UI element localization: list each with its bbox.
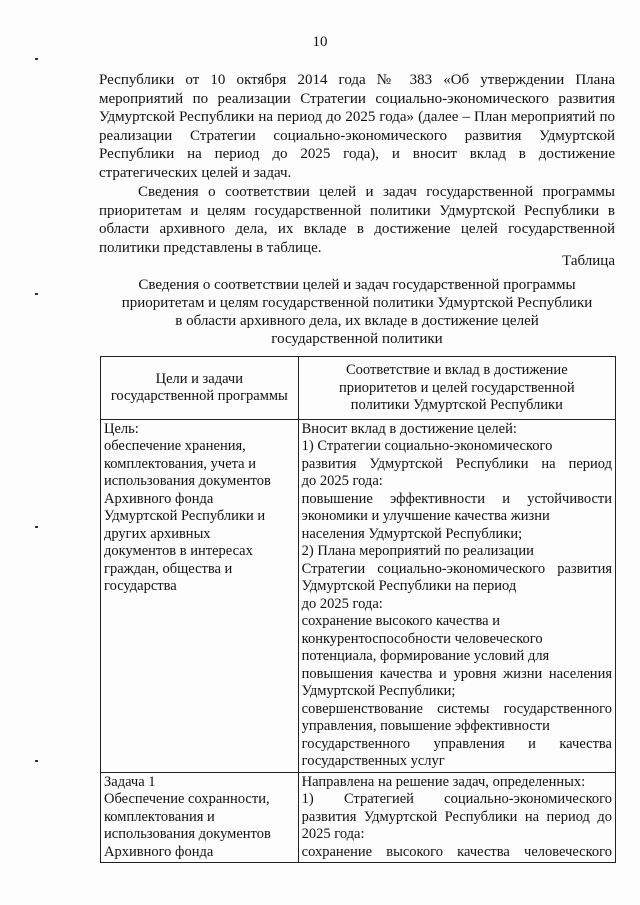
header-line: Соответствие и вклад в достижение: [346, 362, 568, 378]
cell-line: 2025 года:: [301, 826, 365, 842]
cell-line: сохранение высокого качества человеческого: [301, 843, 612, 860]
cell-line: других архивных: [104, 525, 211, 542]
table-title-line: Сведения о соответствии целей и задач государственной программы: [138, 277, 576, 293]
header-correspondence: [298, 357, 615, 420]
cell-line: комплектования, учета и: [104, 455, 256, 472]
cell-line: экономики и улучшение качества жизни: [301, 508, 550, 524]
cell-line: Удмуртской Республики и: [104, 508, 266, 524]
cell-line: Удмуртской Республики на период: [301, 578, 517, 594]
goals-table: [100, 356, 616, 863]
table-title: [99, 276, 615, 348]
goal-task-cell: [101, 772, 299, 863]
cell-line: потенциала, формирование условий для: [301, 648, 550, 664]
body-paragraph-1: Республики от 10 октября 2014 года № 383 «Об утверждении Плана мероприятий по реализации Стратегии социально-экономического развития Удмуртской Республики на период до 2025 года» (далее – План мероприятий по реализации Стратегии социально-экономического развития Удмуртской Республики на период до 2025 года), и вносит вклад в достижение стратегических целей и задач.: [99, 72, 615, 181]
cell-line: Задача 1: [104, 773, 156, 790]
cell-line: до 2025 года:: [301, 595, 383, 612]
cell-line: обеспечение хранения,: [104, 438, 246, 454]
cell-line: государственных услуг: [301, 753, 445, 769]
cell-line: Обеспечение сохранности,: [104, 791, 270, 807]
cell-line: государственного управления и качества: [301, 735, 612, 752]
cell-line: до 2025 года:: [301, 473, 383, 489]
cell-line: Архивного фонда: [104, 843, 214, 860]
header-line: политики Удмуртской Республики: [350, 397, 563, 413]
cell-line: населения Удмуртской Республики;: [301, 525, 523, 542]
cell-line: совершенствование системы государственного: [301, 700, 612, 717]
cell-line: развития Удмуртской Республики на период до: [301, 808, 612, 825]
table-header-row: [101, 357, 616, 420]
table-title-line: в области архивного дела, их вкладе в достижение целей: [175, 313, 539, 329]
cell-line: Архивного фонда: [104, 490, 214, 507]
cell-line: использования документов: [104, 826, 271, 842]
cell-line: Стратегии социально-экономического развития: [301, 560, 612, 577]
cell-line: Направлена на решение задач, определенных:: [301, 773, 586, 790]
margin-mark: [35, 58, 38, 60]
body-paragraph-2: Сведения о соответствии целей и задач государственной программы приоритетам и целям государственной политики Удмуртской Республики в области архивного дела, их вкладе в достижение целей государственной политики представлены в таблице.: [99, 184, 615, 256]
cell-line: 1) Стратегией социально-экономического: [301, 791, 612, 807]
correspondence-cell: [298, 772, 615, 863]
cell-line: повышения качества и уровня жизни населения: [301, 665, 612, 682]
correspondence-cell: [298, 419, 615, 772]
header-line: приоритетов и целей государственной: [338, 379, 575, 396]
header-line: Цели и задачи: [155, 370, 243, 387]
table-title-line: приоритетам и целям государственной политики Удмуртской Республики: [121, 295, 593, 311]
goal-task-cell: [101, 419, 299, 772]
cell-line: Цель:: [104, 420, 139, 437]
header-line: государственной программы: [110, 388, 288, 405]
header-goals-tasks: [101, 357, 299, 420]
cell-line: 1) Стратегии социально-экономического: [301, 438, 553, 454]
table-row: [101, 772, 616, 863]
table-title-line: государственной политики: [271, 331, 443, 347]
cell-line: документов в интересах: [104, 543, 253, 559]
margin-mark: [35, 760, 38, 762]
cell-line: государства: [104, 578, 177, 594]
cell-line: управления, повышение эффективности: [301, 718, 550, 734]
cell-line: конкурентоспособности человеческого: [301, 630, 543, 647]
cell-line: Удмуртской Республики;: [301, 683, 456, 699]
cell-line: развития Удмуртской Республики на период: [301, 455, 612, 472]
cell-line: 2) Плана мероприятий по реализации: [301, 543, 534, 559]
cell-line: Вносит вклад в достижение целей:: [301, 420, 517, 437]
cell-line: использования документов: [104, 473, 271, 489]
table-label: Таблица: [562, 253, 615, 269]
cell-line: сохранение высокого качества и: [301, 613, 500, 629]
table-body: [101, 419, 616, 863]
cell-line: граждан, общества и: [104, 560, 233, 577]
margin-mark: [35, 526, 38, 528]
cell-line: комплектования и: [104, 808, 215, 825]
cell-line: повышение эффективности и устойчивости: [301, 490, 612, 507]
page-number: 10: [312, 34, 328, 50]
margin-mark: [35, 293, 38, 295]
table-row: [101, 419, 616, 772]
